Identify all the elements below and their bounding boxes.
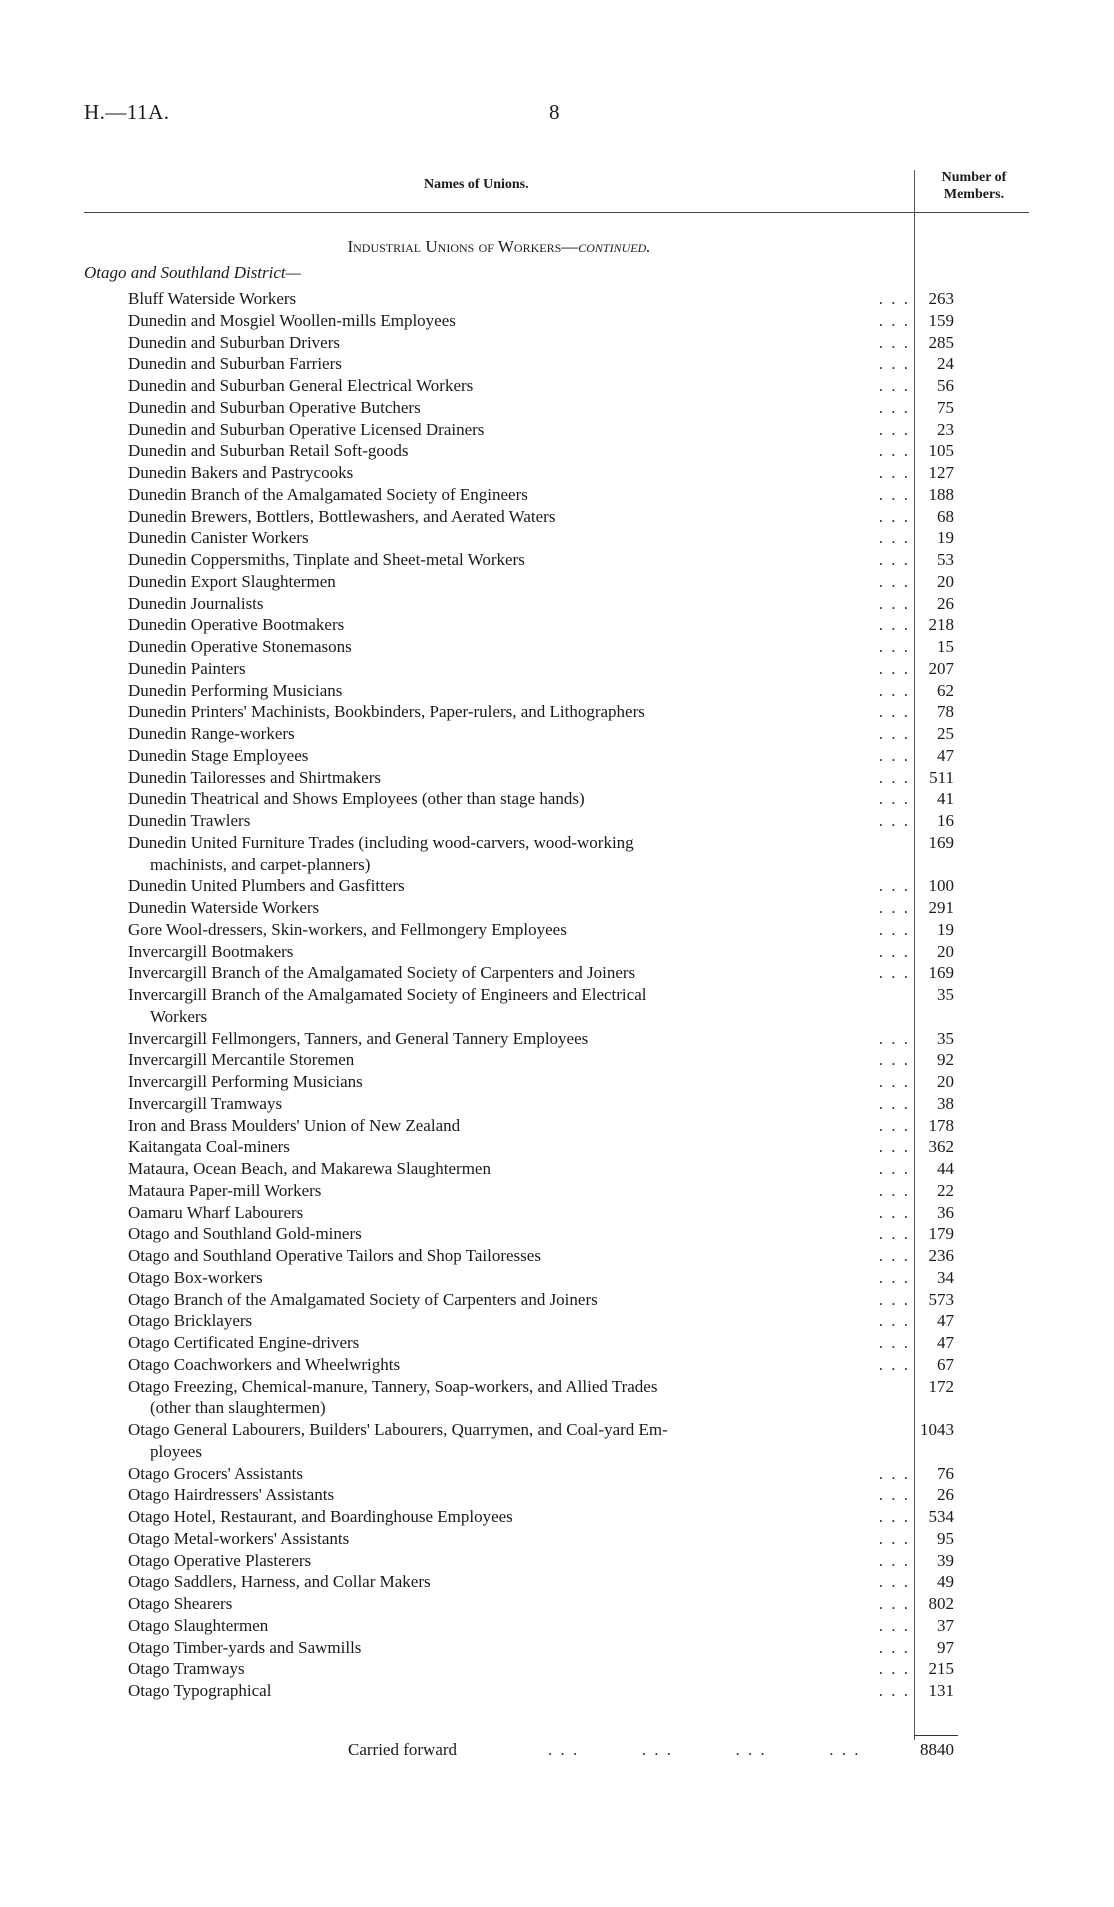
union-list (128, 288, 1028, 1702)
union-row (128, 723, 1028, 745)
member-count: 19 (937, 919, 954, 939)
union-row (128, 1354, 1028, 1376)
union-row (128, 636, 1028, 658)
member-count: 47 (937, 1333, 954, 1352)
leader-dots: . . . (878, 745, 910, 765)
union-name: Invercargill Branch of the Amalgamated Society of Carpenters and Joiners (128, 963, 636, 983)
member-count: 179 (928, 1224, 954, 1244)
union-row (128, 897, 1028, 919)
member-count: 76 (937, 1463, 954, 1483)
leader-dots: . . . (878, 702, 910, 722)
members-header-line2: Members. (943, 187, 1005, 202)
union-name: Oamaru Wharf Labourers (128, 1202, 304, 1222)
member-count: 105 (928, 441, 954, 461)
union-name: Invercargill Mercantile Storemen (128, 1050, 355, 1070)
union-name: Otago Certificated Engine-drivers (128, 1333, 360, 1352)
member-count: 20 (937, 571, 954, 591)
leader-dots: . . . (878, 789, 910, 809)
union-name: Otago Bricklayers (128, 1311, 253, 1331)
union-name: Dunedin Brewers, Bottlers, Bottlewashers, and Aerated Waters (128, 506, 556, 526)
member-count: 25 (937, 724, 954, 743)
leader-dots: . . . (878, 876, 910, 896)
member-count: 95 (937, 1528, 954, 1548)
union-row (128, 767, 1028, 789)
member-count: 68 (937, 506, 954, 526)
member-count: 97 (937, 1637, 954, 1657)
union-name: Dunedin Stage Employees (128, 745, 309, 765)
union-row (128, 1658, 1028, 1680)
member-count: 236 (928, 1246, 954, 1265)
leader-dots: . . . (878, 658, 910, 678)
section-title-text: Industrial Unions of Workers— (347, 237, 579, 256)
leader-dots: . . . (878, 1224, 910, 1244)
union-row (128, 1158, 1028, 1180)
union-name: Otago Grocers' Assistants (128, 1463, 303, 1483)
member-count: 35 (937, 985, 954, 1004)
union-row (128, 1202, 1028, 1224)
member-count: 207 (928, 658, 954, 678)
member-count: 20 (937, 1072, 954, 1091)
union-name: Dunedin Journalists (128, 593, 264, 613)
member-count: 49 (937, 1572, 954, 1592)
union-row (128, 1267, 1028, 1289)
member-count: 534 (928, 1507, 954, 1526)
union-row (128, 332, 1028, 354)
member-count: 26 (937, 593, 954, 613)
member-count: 802 (928, 1594, 954, 1613)
union-name: Dunedin Printers' Machinists, Bookbinders, Paper-rulers, and Lithographers (128, 702, 645, 722)
union-row (128, 1376, 1028, 1420)
union-row (128, 549, 1028, 571)
union-name: Dunedin Branch of the Amalgamated Society of Engineers (128, 484, 528, 504)
union-row (128, 1071, 1028, 1093)
union-name: Invercargill Fellmongers, Tanners, and General Tannery Employees (128, 1028, 589, 1048)
leader-dots: . . . (878, 1485, 910, 1505)
union-row (128, 1593, 1028, 1615)
leader-dots: . . . (878, 310, 910, 330)
leader-dots: . . . (878, 1093, 910, 1113)
leader-dots: . . . (878, 811, 910, 830)
header-rule (84, 212, 1029, 213)
page-number: 8 (549, 100, 560, 124)
union-name: Dunedin and Suburban Retail Soft-goods (128, 441, 409, 461)
member-count: 36 (937, 1202, 954, 1222)
union-row (128, 1028, 1028, 1050)
union-row (128, 1289, 1028, 1311)
member-count: 35 (937, 1028, 954, 1048)
union-name: Otago and Southland Gold-miners (128, 1224, 362, 1244)
union-row (128, 527, 1028, 549)
member-count: 188 (928, 484, 954, 504)
union-name: Otago Metal-workers' Assistants (128, 1528, 350, 1548)
union-row (128, 288, 1028, 310)
members-column-header (924, 169, 1024, 203)
leader-dots: . . . (878, 376, 910, 395)
member-count: 263 (928, 289, 954, 308)
union-row (128, 1180, 1028, 1202)
member-count: 169 (928, 832, 954, 852)
union-name: Mataura Paper-mill Workers (128, 1180, 322, 1200)
union-row (128, 745, 1028, 767)
leader-dots: . . . (878, 332, 910, 352)
leader-dots: . . . (878, 463, 910, 482)
union-name: Dunedin Coppersmiths, Tinplate and Sheet-metal Workers (128, 550, 525, 569)
leader-dots: . . . . . . . . . . . . (548, 1740, 861, 1759)
union-name: Dunedin and Suburban Drivers (128, 332, 340, 352)
member-count: 20 (937, 941, 954, 961)
union-row (128, 1637, 1028, 1659)
union-name: Dunedin and Suburban Farriers (128, 354, 342, 374)
leader-dots: . . . (878, 1028, 910, 1048)
member-count: 131 (928, 1681, 954, 1700)
union-row (128, 310, 1028, 332)
member-count: 100 (928, 876, 954, 896)
member-count: 215 (928, 1659, 954, 1679)
member-count: 39 (937, 1550, 954, 1570)
leader-dots: . . . (878, 637, 910, 656)
union-name: Dunedin Trawlers (128, 811, 251, 830)
union-row (128, 353, 1028, 375)
union-row (128, 919, 1028, 941)
union-name: Dunedin and Suburban General Electrical Workers (128, 376, 474, 395)
union-name: Otago Slaughtermen (128, 1615, 269, 1635)
union-row (128, 593, 1028, 615)
union-name: Otago Branch of the Amalgamated Society of Carpenters and Joiners (128, 1289, 598, 1309)
leader-dots: . . . (878, 1463, 910, 1483)
leader-dots: . . . (878, 1115, 910, 1135)
leader-dots: . . . (878, 593, 910, 613)
leader-dots: . . . (878, 767, 910, 787)
leader-dots: . . . (878, 1050, 910, 1070)
union-row (128, 1093, 1028, 1115)
union-name: Otago Timber-yards and Sawmills (128, 1637, 362, 1657)
member-count: 169 (928, 963, 954, 983)
union-name: Dunedin Export Slaughtermen (128, 571, 336, 591)
union-name: Otago and Southland Operative Tailors and Shop Tailoresses (128, 1246, 541, 1265)
member-count: 127 (928, 463, 954, 482)
leader-dots: . . . (878, 1572, 910, 1592)
union-row (128, 571, 1028, 593)
union-row (128, 419, 1028, 441)
union-name: Dunedin Operative Bootmakers (128, 615, 345, 635)
union-name: Otago Shearers (128, 1594, 233, 1613)
member-count: 37 (937, 1615, 954, 1635)
union-row (128, 832, 1028, 876)
union-row (128, 1615, 1028, 1637)
member-count: 56 (937, 376, 954, 395)
union-name: Iron and Brass Moulders' Union of New Zealand (128, 1115, 461, 1135)
union-row (128, 1332, 1028, 1354)
union-name: Dunedin United Plumbers and Gasfitters (128, 876, 405, 896)
leader-dots: . . . (878, 550, 910, 569)
leader-dots: . . . (878, 941, 910, 961)
member-count: 38 (937, 1093, 954, 1113)
union-row (128, 810, 1028, 832)
union-name: Otago Hairdressers' Assistants (128, 1485, 335, 1505)
member-count: 22 (937, 1180, 954, 1200)
leader-dots: . . . (878, 397, 910, 417)
member-count: 16 (937, 811, 954, 830)
leader-dots: . . . (878, 1159, 910, 1178)
leader-dots: . . . (878, 1246, 910, 1265)
union-row (128, 658, 1028, 680)
union-name: Otago General Labourers, Builders' Labourers, Quarrymen, and Coal-yard Em- (128, 1420, 668, 1439)
member-count: 291 (928, 898, 954, 917)
union-row (128, 1136, 1028, 1158)
leader-dots: . . . (878, 1072, 910, 1091)
section-title-suffix: continued. (578, 237, 651, 256)
district-heading: Otago and Southland District— (84, 263, 301, 282)
union-name-continued: Workers (150, 1006, 208, 1026)
union-name: Otago Saddlers, Harness, and Collar Makers (128, 1572, 431, 1592)
leader-dots: . . . (878, 1137, 910, 1157)
member-count: 44 (937, 1159, 954, 1178)
union-row (128, 1680, 1028, 1702)
leader-dots: . . . (878, 1354, 910, 1374)
union-name: Dunedin Painters (128, 658, 246, 678)
carried-forward-label: Carried forward (348, 1740, 458, 1759)
leader-dots: . . . (878, 1528, 910, 1548)
union-row (128, 462, 1028, 484)
union-row (128, 484, 1028, 506)
union-row (128, 788, 1028, 810)
member-count: 178 (928, 1115, 954, 1135)
leader-dots: . . . (878, 1180, 910, 1200)
union-name: Invercargill Performing Musicians (128, 1072, 363, 1091)
union-name: Otago Tramways (128, 1659, 245, 1679)
union-name: Otago Coachworkers and Wheelwrights (128, 1354, 401, 1374)
union-name: Dunedin Tailoresses and Shirtmakers (128, 767, 381, 787)
names-column-header: Names of Unions. (424, 177, 529, 192)
union-name: Otago Operative Plasterers (128, 1550, 312, 1570)
union-row (128, 1463, 1028, 1485)
leader-dots: . . . (878, 680, 910, 700)
member-count: 23 (937, 419, 954, 439)
union-row (128, 375, 1028, 397)
union-row (128, 397, 1028, 419)
leader-dots: . . . (878, 571, 910, 591)
member-count: 92 (937, 1050, 954, 1070)
leader-dots: . . . (878, 1202, 910, 1222)
member-count: 573 (928, 1289, 954, 1309)
member-count: 53 (937, 550, 954, 569)
leader-dots: . . . (878, 963, 910, 983)
leader-dots: . . . (878, 1637, 910, 1657)
leader-dots: . . . (878, 1333, 910, 1352)
union-row (128, 1223, 1028, 1245)
union-name: Dunedin Range-workers (128, 724, 295, 743)
union-name: Invercargill Bootmakers (128, 941, 294, 961)
member-count: 24 (937, 354, 954, 374)
union-name: Dunedin Theatrical and Shows Employees (other than stage hands) (128, 789, 585, 809)
leader-dots: . . . (878, 1267, 910, 1287)
leader-dots: . . . (878, 898, 910, 917)
leader-dots: . . . (878, 1615, 910, 1635)
leader-dots: . . . (878, 1594, 910, 1613)
union-name: Dunedin and Suburban Operative Licensed Drainers (128, 419, 485, 439)
union-name: Invercargill Branch of the Amalgamated Society of Engineers and Electrical (128, 985, 647, 1004)
union-row (128, 1245, 1028, 1267)
total-rule (914, 1735, 958, 1736)
leader-dots: . . . (878, 1550, 910, 1570)
union-name-continued: ployees (150, 1441, 202, 1461)
union-name: Otago Hotel, Restaurant, and Boardinghouse Employees (128, 1507, 513, 1526)
union-name: Dunedin Operative Stonemasons (128, 637, 352, 656)
union-name: Dunedin and Mosgiel Woollen-mills Employees (128, 310, 456, 330)
union-name: Invercargill Tramways (128, 1093, 283, 1113)
leader-dots: . . . (878, 1659, 910, 1679)
union-name: Dunedin United Furniture Trades (including wood-carvers, wood-working (128, 832, 634, 852)
union-name: Mataura, Ocean Beach, and Makarewa Slaughtermen (128, 1159, 491, 1178)
union-row (128, 1550, 1028, 1572)
leader-dots: . . . (878, 484, 910, 504)
union-name: Dunedin Bakers and Pastrycooks (128, 463, 354, 482)
union-name: Bluff Waterside Workers (128, 289, 297, 308)
member-count: 218 (928, 615, 954, 635)
union-name: Otago Freezing, Chemical-manure, Tannery, Soap-workers, and Allied Trades (128, 1376, 658, 1396)
union-row (128, 1571, 1028, 1593)
leader-dots: . . . (878, 1289, 910, 1309)
member-count: 75 (937, 397, 954, 417)
member-count: 285 (928, 332, 954, 352)
union-row (128, 984, 1028, 1028)
leader-dots: . . . (878, 1507, 910, 1526)
union-row (128, 1419, 1028, 1463)
leader-dots: . . . (878, 919, 910, 939)
leader-dots: . . . (878, 724, 910, 743)
union-row (128, 701, 1028, 723)
member-count: 41 (937, 789, 954, 809)
member-count: 67 (937, 1354, 954, 1374)
column-headers (84, 165, 1029, 211)
union-row (128, 1115, 1028, 1137)
carried-forward-total: 8840 (920, 1740, 954, 1759)
leader-dots: . . . (878, 1681, 910, 1700)
union-row (128, 680, 1028, 702)
leader-dots: . . . (878, 528, 910, 548)
member-count: 26 (937, 1485, 954, 1505)
member-count: 172 (928, 1376, 954, 1396)
page-header (84, 100, 1024, 130)
member-count: 47 (937, 1311, 954, 1331)
leader-dots: . . . (878, 1311, 910, 1331)
member-count: 62 (937, 680, 954, 700)
union-name: Gore Wool-dressers, Skin-workers, and Fellmongery Employees (128, 919, 567, 939)
document-id: H.—11A. (84, 100, 170, 124)
member-count: 15 (937, 637, 954, 656)
members-header-line1: Number of (941, 170, 1007, 185)
section-title (84, 237, 914, 257)
union-name: Dunedin Performing Musicians (128, 680, 343, 700)
member-count: 1043 (920, 1420, 954, 1439)
union-row (128, 1049, 1028, 1071)
member-count: 47 (937, 745, 954, 765)
union-name: Dunedin Waterside Workers (128, 898, 320, 917)
union-name: Kaitangata Coal-miners (128, 1137, 290, 1157)
leader-dots: . . . (878, 354, 910, 374)
member-count: 19 (937, 528, 954, 548)
union-row (128, 1484, 1028, 1506)
member-count: 34 (937, 1267, 954, 1287)
union-name-continued: (other than slaughtermen) (150, 1398, 326, 1418)
union-name: Otago Typographical (128, 1681, 272, 1700)
union-row (128, 614, 1028, 636)
leader-dots: . . . (878, 615, 910, 635)
union-row (128, 1506, 1028, 1528)
union-row (128, 440, 1028, 462)
union-name: Dunedin Canister Workers (128, 528, 309, 548)
union-row (128, 1528, 1028, 1550)
union-name: Dunedin and Suburban Operative Butchers (128, 397, 421, 417)
member-count: 362 (928, 1137, 954, 1157)
union-row (128, 962, 1028, 984)
union-row (128, 941, 1028, 963)
leader-dots: . . . (878, 419, 910, 439)
leader-dots: . . . (878, 441, 910, 461)
member-count: 159 (928, 310, 954, 330)
leader-dots: . . . (878, 506, 910, 526)
leader-dots: . . . (878, 289, 910, 308)
member-count: 511 (929, 767, 954, 787)
union-row (128, 506, 1028, 528)
union-row (128, 1310, 1028, 1332)
union-name-continued: machinists, and carpet-planners) (150, 854, 371, 874)
union-row (128, 875, 1028, 897)
member-count: 78 (937, 702, 954, 722)
union-name: Otago Box-workers (128, 1267, 263, 1287)
